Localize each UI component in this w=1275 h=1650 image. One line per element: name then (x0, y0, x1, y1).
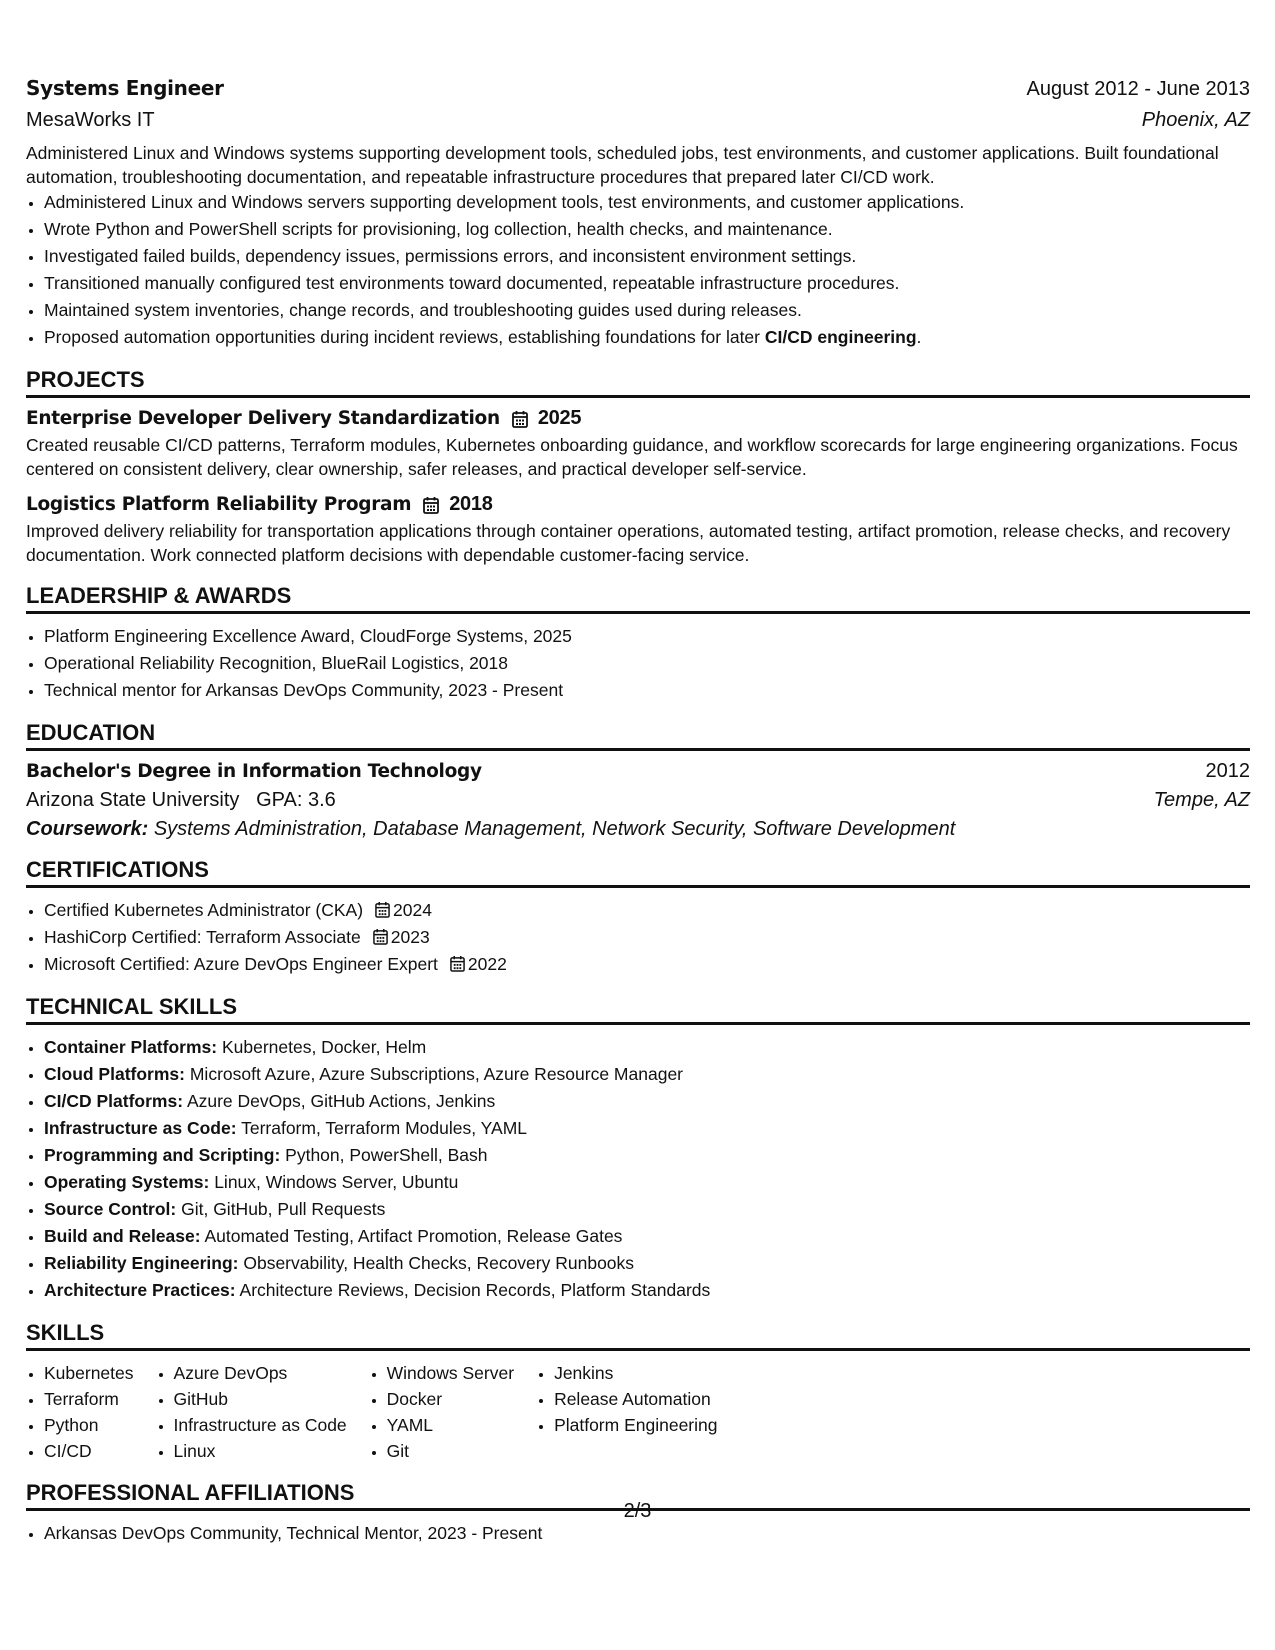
degree-title: Bachelor's Degree in Information Technology (26, 761, 482, 782)
skills-grid (26, 1360, 1250, 1464)
project-entry (26, 493, 1250, 567)
list-item: • Platform Engineering (554, 1412, 717, 1438)
list-item: • Linux (174, 1438, 347, 1464)
certifications-list (26, 897, 1250, 978)
section-title: SKILLS (26, 1318, 1250, 1351)
list-item: • Arkansas DevOps Community, Technical Mentor, 2023 - Present (44, 1520, 1250, 1547)
skill-value: Architecture Reviews, Decision Records, Platform Standards (239, 1280, 711, 1300)
skill-label: Source Control: (44, 1199, 177, 1219)
list-item: • Jenkins (554, 1360, 717, 1386)
skills-column (536, 1360, 717, 1464)
skill-value: Microsoft Azure, Azure Subscriptions, Azure Resource Manager (189, 1064, 684, 1084)
section-title: EDUCATION (26, 718, 1250, 751)
list-item: • Azure DevOps (174, 1360, 347, 1386)
list-item: • Maintained system inventories, change records, and troubleshooting guides used during releases. (44, 297, 1250, 324)
skills-column (26, 1360, 134, 1464)
list-item: • Infrastructure as Code (174, 1412, 347, 1438)
skills-column (156, 1360, 347, 1464)
calendar-icon (423, 496, 439, 514)
resume-page (26, 76, 1250, 1547)
job-dates: August 2012 - June 2013 (1026, 78, 1250, 100)
list-item: • GitHub (174, 1386, 347, 1412)
list-item: • Kubernetes (44, 1360, 134, 1386)
calendar-icon (375, 901, 390, 918)
school-name: Arizona State University (26, 789, 240, 811)
page-number: 2/3 (623, 1500, 652, 1522)
list-item-suffix: . (916, 327, 922, 347)
skill-label: Cloud Platforms: (44, 1064, 185, 1084)
projects-section (26, 365, 1250, 567)
skill-label: Infrastructure as Code: (44, 1118, 237, 1138)
school-location: Tempe, AZ (1153, 789, 1250, 811)
skill-value: Kubernetes, Docker, Helm (221, 1037, 427, 1057)
skill-value: Observability, Health Checks, Recovery Runbooks (243, 1253, 635, 1273)
project-year: 2018 (449, 493, 493, 515)
skill-value: Linux, Windows Server, Ubuntu (214, 1172, 459, 1192)
certifications-section (26, 855, 1250, 978)
list-item (44, 1250, 1250, 1277)
skill-value: Terraform, Terraform Modules, YAML (241, 1118, 528, 1138)
skill-label: Operating Systems: (44, 1172, 210, 1192)
skill-value: Git, GitHub, Pull Requests (181, 1199, 386, 1219)
list-item: • Python (44, 1412, 134, 1438)
coursework-label: Coursework: (26, 818, 149, 840)
section-title: PROFESSIONAL AFFILIATIONS (26, 1478, 1250, 1511)
skills-section (26, 1318, 1250, 1464)
affiliations-list (26, 1520, 1250, 1547)
list-item (44, 897, 1250, 924)
list-item (44, 1061, 1250, 1088)
skill-label: Reliability Engineering: (44, 1253, 239, 1273)
skill-value: Azure DevOps, GitHub Actions, Jenkins (186, 1091, 496, 1111)
list-item (44, 1169, 1250, 1196)
gpa: GPA: 3.6 (256, 789, 336, 811)
skill-value: Automated Testing, Artifact Promotion, Release Gates (204, 1226, 623, 1246)
technical-skills-section (26, 992, 1250, 1304)
list-item (44, 1034, 1250, 1061)
section-title: CERTIFICATIONS (26, 855, 1250, 888)
skill-label: Build and Release: (44, 1226, 201, 1246)
list-item: • Docker (387, 1386, 514, 1412)
skills-column (369, 1360, 514, 1464)
section-title: LEADERSHIP & AWARDS (26, 581, 1250, 614)
project-name: Logistics Platform Reliability Program (26, 494, 412, 515)
list-item (44, 1088, 1250, 1115)
skill-label: Programming and Scripting: (44, 1145, 281, 1165)
list-item: • Transitioned manually configured test environments toward documented, repeatable infrastructure procedures. (44, 270, 1250, 297)
skill-value: Python, PowerShell, Bash (285, 1145, 488, 1165)
cert-year: 2024 (393, 900, 432, 920)
school-line (26, 789, 336, 812)
job-company: MesaWorks IT (26, 109, 155, 131)
job-title: Systems Engineer (26, 76, 224, 100)
technical-skills-list (26, 1034, 1250, 1304)
degree-year: 2012 (1205, 760, 1250, 782)
calendar-icon (512, 410, 528, 428)
list-item (44, 1223, 1250, 1250)
list-item (44, 924, 1250, 951)
cert-name: HashiCorp Certified: Terraform Associate (44, 927, 361, 947)
list-item (44, 324, 1250, 351)
list-item: • Platform Engineering Excellence Award, CloudForge Systems, 2025 (44, 623, 1250, 650)
list-item: • Investigated failed builds, dependency issues, permissions errors, and inconsistent environment settings. (44, 243, 1250, 270)
coursework-list: Systems Administration, Database Management, Network Security, Software Development (153, 818, 956, 840)
education-section (26, 718, 1250, 841)
list-item: • Terraform (44, 1386, 134, 1412)
list-item (44, 1115, 1250, 1142)
job-location: Phoenix, AZ (1141, 109, 1250, 131)
skill-label: CI/CD Platforms: (44, 1091, 184, 1111)
cert-name: Certified Kubernetes Administrator (CKA) (44, 900, 364, 920)
coursework-line (26, 818, 1250, 841)
list-item-bold: CI/CD engineering (764, 327, 917, 347)
project-entry (26, 407, 1250, 481)
skill-label: Architecture Practices: (44, 1280, 236, 1300)
calendar-icon (373, 928, 388, 945)
list-item (44, 951, 1250, 978)
awards-section (26, 581, 1250, 704)
list-item: • Windows Server (387, 1360, 514, 1386)
calendar-icon (450, 955, 465, 972)
list-item: • Wrote Python and PowerShell scripts for provisioning, log collection, health checks, and maintenance. (44, 216, 1250, 243)
project-name: Enterprise Developer Delivery Standardization (26, 408, 500, 429)
cert-year: 2023 (390, 927, 430, 947)
job-summary: Administered Linux and Windows systems supporting development tools, scheduled jobs, test environments, and customer applications. Built foundational automation, troubleshooting documentation, and repeatable infrastructure procedures that prepared later CI/CD work. (26, 143, 1219, 187)
experience-entry (26, 76, 1250, 351)
cert-year: 2022 (467, 954, 507, 974)
list-item: • YAML (387, 1412, 514, 1438)
list-item (44, 1196, 1250, 1223)
list-item: • Administered Linux and Windows servers supporting development tools, test environments, and customer applications. (44, 189, 1250, 216)
job-bullets (26, 189, 1250, 351)
list-item (44, 1277, 1250, 1304)
skill-label: Container Platforms: (44, 1037, 218, 1057)
awards-list (26, 623, 1250, 704)
list-item (44, 1142, 1250, 1169)
section-title: PROJECTS (26, 365, 1250, 398)
list-item: • CI/CD (44, 1438, 134, 1464)
list-item: • Technical mentor for Arkansas DevOps Community, 2023 - Present (44, 677, 1250, 704)
list-item: • Operational Reliability Recognition, BlueRail Logistics, 2018 (44, 650, 1250, 677)
list-item: • Release Automation (554, 1386, 717, 1412)
list-item-text: Proposed automation opportunities during incident reviews, establishing foundations for later (44, 327, 765, 347)
cert-name: Microsoft Certified: Azure DevOps Engineer Expert (44, 954, 438, 974)
list-item: • Git (387, 1438, 514, 1464)
section-title: TECHNICAL SKILLS (26, 992, 1250, 1025)
project-year: 2025 (537, 407, 582, 429)
project-description: Improved delivery reliability for transportation applications through container operations, automated testing, artifact promotion, release checks, and recovery documentation. Work connected platform decisions with dependable customer-facing service. (26, 521, 1231, 565)
project-description: Created reusable CI/CD patterns, Terraform modules, Kubernetes onboarding guidance, and workflow scorecards for large engineering organizations. Focus centered on consistent delivery, clear ownership, safer releases, and practical developer self-service. (26, 435, 1238, 479)
